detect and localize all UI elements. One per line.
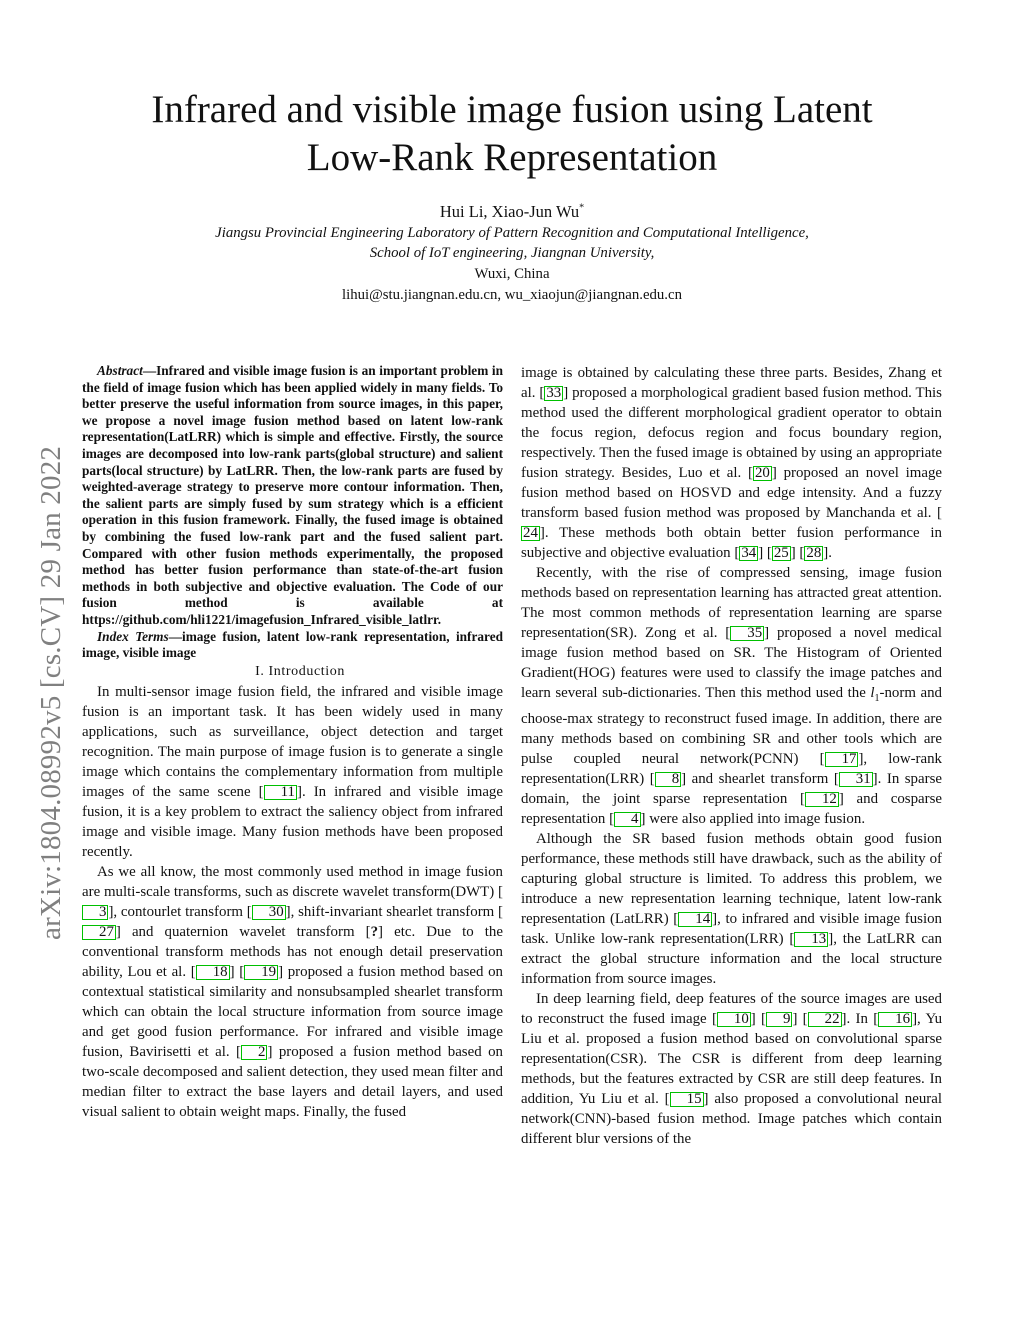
citation-link[interactable]: 34	[741, 545, 757, 561]
citation-link[interactable]: 9	[766, 1012, 792, 1027]
citation-link[interactable]: 13	[794, 932, 828, 947]
citation-link[interactable]: 24	[523, 525, 538, 541]
paragraph: In deep learning field, deep features of the source images are used to reconstruct the fused image [ 10 ] [ 9 ] [ 22 ]. In [ 16 ], Yu Liu et al. proposed a fusion method based on convolutional sparse representation(CSR). The CSR is different from deep learning methods, but the features extracted by CSR are still deep features. In addition, Yu Liu et al. [ 15 ] also proposed a convolutional neural network(CNN)-based fusion method. Image patches which contain different blur versions of the	[521, 990, 943, 1147]
citation-link[interactable]: 22	[808, 1012, 842, 1027]
authors	[112, 202, 912, 222]
math-l1: $l_1$	[870, 685, 880, 704]
author-names: Hui Li, Xiao-Jun Wu	[439, 202, 580, 221]
citation-link[interactable]: 12	[805, 792, 839, 807]
citation-link[interactable]: 10	[717, 1012, 751, 1027]
citation-link[interactable]: 31	[839, 772, 873, 787]
citation-missing: ?	[370, 923, 379, 940]
citation-link[interactable]: 2	[241, 1045, 267, 1060]
citation-link[interactable]: 4	[614, 812, 640, 827]
arxiv-stamp: arXiv:1804.08992v5 [cs.CV] 29 Jan 2022	[35, 445, 67, 940]
paragraph: Although the SR based fusion methods obtain good fusion performance, these methods still have drawback, such as the ability of capturing global structure is limited. To address this problem, we introduce a new representation learning technique, latent low-rank representation (LatLRR) [ 14 ], to infrared and visible image fusion task. Unlike low-rank representation(LRR) [ 13 ], the LatLRR can extract the global structure information and the local structure information from source images.	[521, 830, 942, 987]
citation-link[interactable]: 17	[825, 752, 859, 767]
citation-link[interactable]: 28	[806, 545, 822, 561]
citation-link[interactable]: 25	[773, 545, 789, 561]
paragraph: As we all know, the most commonly used method in image fusion are multi-scale transforms, such as discrete wavelet transform(DWT) [3 ], contourlet transform [ 30 ], shift-invariant shearlet transform [27 ] and quaternion wavelet transform [?] etc. Due to the conventional transform methods has not enough detail preservation ability, Lou et al. [ 18 ] [ 19 ] proposed a fusion method based on contextual statistical similarity and nonsubsampled shearlet transform which can obtain the local structure information from source image and get good fusion performance. For infrared and visible image fusion, Bavirisetti et al. [ 2 ] proposed a fusion method based on two-scale decomposed and salient detection, they used mean filter and median filter to extract the base layers and detail layers, and used visual salient to obtain weight maps. Finally, the fused	[82, 863, 503, 1120]
left-column	[82, 363, 503, 1122]
section-heading-introduction: I. Introduction	[255, 663, 345, 679]
citation-link[interactable]: 33	[546, 385, 562, 401]
citation-link[interactable]: 19	[244, 965, 278, 980]
citation-link[interactable]: 30	[252, 905, 286, 920]
paper-title	[112, 86, 912, 182]
abstract	[82, 363, 503, 629]
abstract-label: Abstract	[97, 363, 143, 378]
paragraph: image is obtained by calculating these three parts. Besides, Zhang et al. [ 33 ] proposed a morphological gradient based fusion method. This method used the different morphological gradient operator to obtain the focus region, defocus region and focus boundary region, respectively. Then the fused image is obtained by using an appropriate fusion strategy. Besides, Luo et al. [ 20 ] proposed an novel image fusion method based on HOSVD and edge intensity. And a fuzzy transform based fusion method was proposed by Manchanda et al. [24 ]. These methods both obtain better fusion performance in subjective and objective evaluation [ 34 ] [ 25 ] [ 28 ].	[521, 365, 942, 561]
citation-link[interactable]: 16	[878, 1012, 912, 1027]
right-column	[521, 363, 942, 1149]
citation-link[interactable]: 20	[754, 465, 770, 481]
citation-link[interactable]: 3	[82, 905, 108, 920]
abstract-text: —Infrared and visible image fusion is an important problem in the field of image fusion which has been applied widely in many fields. To better preserve the useful information from source images, in this paper, we propose a novel image fusion method based on latent low-rank representation(LatLRR) which is simple and effective. Firstly, the source images are decomposed into low-rank parts(global structure) and salient parts(local structure) by LatLRR. Then, the low-rank parts are fused by weighted-average strategy to preserve more contour information. Then, the salient parts are simply fused by sum strategy which is a efficient operation in this fusion framework. Finally, the fused image is obtained by combining the fused low-rank part and the fused salient part. Compared with other fusion methods experimentally, the proposed method has better fusion performance than state-of-the-art fusion methods in both subjective and objective evaluation. The Code of our fusion method is available at https://github.com/hli1221/imagefusion_Infrared_visible_latlrr.	[82, 363, 503, 627]
citation-link[interactable]: 14	[678, 912, 712, 927]
index-terms	[82, 629, 503, 662]
index-terms-label: Index Terms	[97, 628, 169, 644]
index-terms-text: —image fusion, latent low-rank representation, infrared image, visible image	[82, 628, 503, 661]
title-line-2: Low-Rank Representation	[306, 136, 718, 179]
affiliation-lab: Jiangsu Provincial Engineering Laboratory of Pattern Recognition and Computational Intelligence,	[215, 225, 809, 241]
citation-link[interactable]: 18	[196, 965, 230, 980]
paragraph: In multi-sensor image fusion field, the infrared and visible image fusion is an important task. It has been widely used in many applications, such as surveillance, object detection and target recognition. The main purpose of image fusion is to generate a single image which contains the complementary information from multiple images of the same scene [ 11 ]. In infrared and visible image fusion, it is a key problem to extract the saliency object from infrared image and visible image. Many fusion methods have been proposed recently.	[82, 683, 503, 860]
paragraph: Recently, with the rise of compressed sensing, image fusion methods based on representation learning has attracted great attention. The most common methods of representation learning are sparse representation(SR). Zong et al. [ 35 ] proposed a novel medical image fusion method based on SR. The Histogram of Oriented Gradient(HOG) features were used to classify the image patches and learn several sub-dictionaries. Then this method used the $l_1$-norm and choose-max strategy to reconstruct fused image. In addition, there are many methods based on combining SR and other tools which are pulse coupled neural network(PCNN) [ 17 ], low-rank representation(LRR) [ 8 ] and shearlet transform [ 31 ]. In sparse domain, the joint sparse representation [ 12 ] and cosparse representation [ 4 ] were also applied into image fusion.	[521, 565, 943, 827]
author-emails: lihui@stu.jiangnan.edu.cn, wu_xiaojun@jiangnan.edu.cn	[342, 287, 682, 303]
citation-link[interactable]: 27	[82, 925, 116, 940]
citation-link[interactable]: 8	[655, 772, 681, 787]
citation-link[interactable]: 15	[670, 1092, 704, 1107]
citation-link[interactable]: 11	[264, 785, 297, 800]
citation-link[interactable]: 35	[730, 626, 764, 641]
affiliation-school: School of IoT engineering, Jiangnan University,	[369, 245, 655, 261]
corresponding-author-mark: *	[579, 202, 585, 214]
title-line-1: Infrared and visible image fusion using Latent	[151, 88, 873, 131]
affiliation-location: Wuxi, China	[474, 266, 550, 282]
